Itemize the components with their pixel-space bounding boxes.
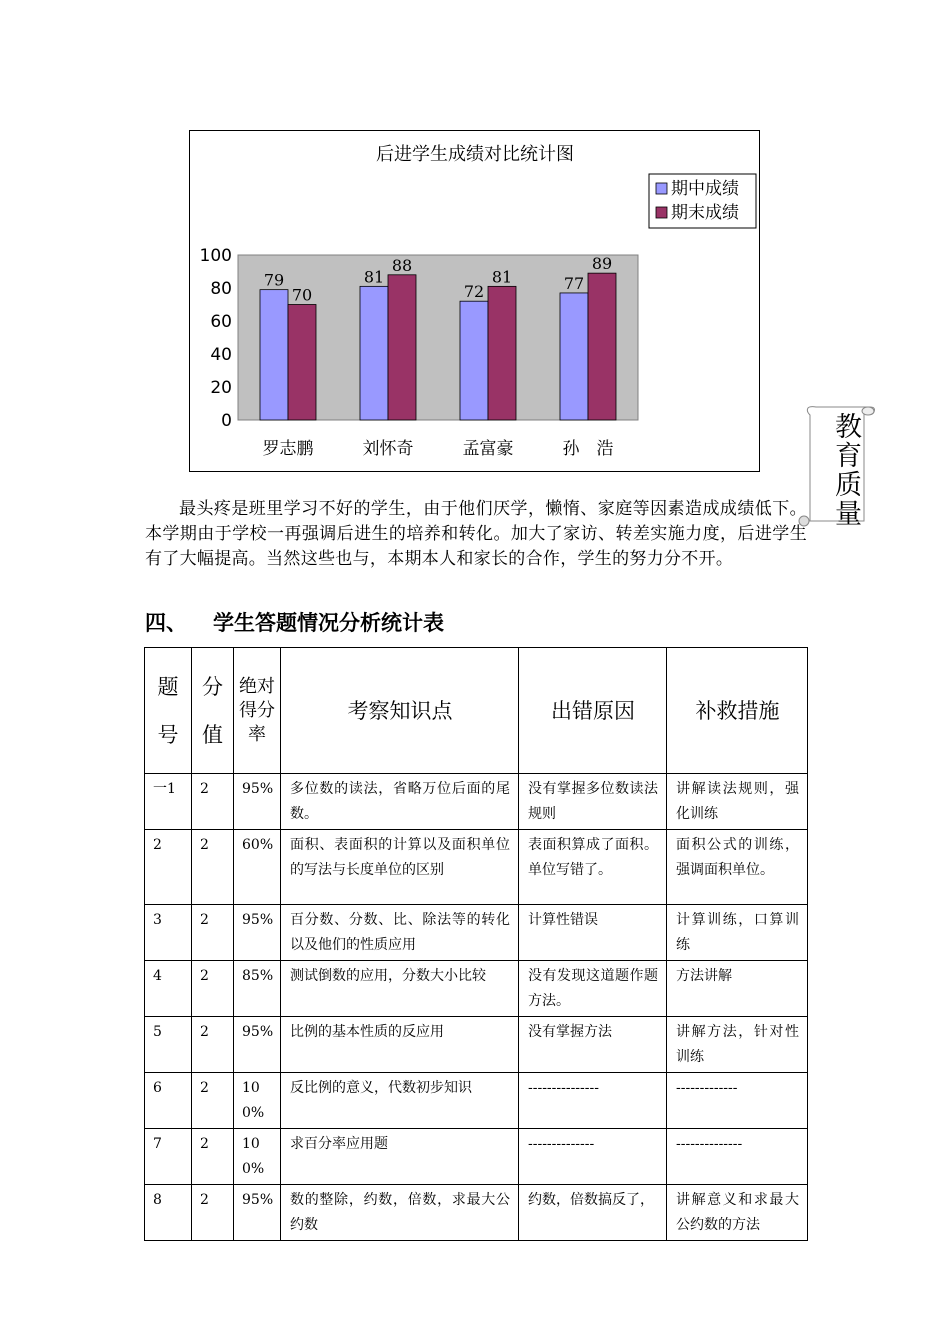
cell-error-reason: 没有掌握多位数读法规则 xyxy=(519,774,667,830)
cell-question-number: 一1 xyxy=(145,774,192,830)
y-tick-label: 60 xyxy=(210,312,232,332)
table-row xyxy=(145,1073,808,1129)
cell-score-rate: 85% xyxy=(234,961,281,1017)
cell-score-value: 2 xyxy=(192,774,234,830)
cell-score-rate: 95% xyxy=(234,1017,281,1073)
cell-score-value: 2 xyxy=(192,830,234,905)
y-tick-label: 20 xyxy=(210,378,232,398)
table-row xyxy=(145,1017,808,1073)
section-title: 学生答题情况分析统计表 xyxy=(213,611,444,635)
cell-score-rate: 100% xyxy=(234,1129,281,1185)
header-remedy: 补救措施 xyxy=(667,648,808,774)
bar xyxy=(488,286,516,420)
cell-knowledge-point: 测试倒数的应用，分数大小比较 xyxy=(281,961,519,1017)
bar-chart xyxy=(190,131,761,473)
bar xyxy=(460,301,488,420)
cell-score-rate: 95% xyxy=(234,1185,281,1241)
cell-score-value: 2 xyxy=(192,1017,234,1073)
x-tick-label: 罗志鹏 xyxy=(262,439,314,459)
header-question-number: 题 号 xyxy=(145,648,192,774)
cell-score-value: 2 xyxy=(192,905,234,961)
table-row xyxy=(145,830,808,905)
cell-score-value: 2 xyxy=(192,961,234,1017)
cell-knowledge-point: 面积、表面积的计算以及面积单位的写法与长度单位的区别 xyxy=(281,830,519,905)
data-label: 79 xyxy=(263,270,285,290)
cell-question-number: 6 xyxy=(145,1073,192,1129)
cell-knowledge-point: 求百分率应用题 xyxy=(281,1129,519,1185)
header-score-value: 分 值 xyxy=(192,648,234,774)
cell-knowledge-point: 反比例的意义，代数初步知识 xyxy=(281,1073,519,1129)
cell-question-number: 2 xyxy=(145,830,192,905)
cell-question-number: 8 xyxy=(145,1185,192,1241)
cell-remedy: 面积公式的训练，强调面积单位。 xyxy=(667,830,808,905)
cell-score-rate: 95% xyxy=(234,905,281,961)
section-heading xyxy=(145,607,444,637)
body-paragraph: 最头疼是班里学习不好的学生，由于他们厌学，懒惰、家庭等因素造成成绩低下。本学期由于学校一再强调后进生的培养和转化。加大了家访、转差实施力度，后进学生有了大幅提高。当然这些也与，本期本人和家长的合作，学生的努力分不开。 xyxy=(145,499,807,569)
y-tick-label: 0 xyxy=(221,411,232,431)
cell-score-rate: 60% xyxy=(234,830,281,905)
data-label: 81 xyxy=(363,267,385,287)
data-label: 72 xyxy=(463,282,485,302)
cell-remedy: ------------- xyxy=(667,1073,808,1129)
data-label: 70 xyxy=(291,285,313,305)
cell-score-value: 2 xyxy=(192,1073,234,1129)
table-row xyxy=(145,905,808,961)
cell-remedy: 讲解意义和求最大公约数的方法 xyxy=(667,1185,808,1241)
cell-error-reason: 计算性错误 xyxy=(519,905,667,961)
cell-error-reason: 没有发现这道题作题方法。 xyxy=(519,961,667,1017)
cell-question-number: 7 xyxy=(145,1129,192,1185)
legend-label: 期末成绩 xyxy=(671,203,739,223)
header-error-reason: 出错原因 xyxy=(519,648,667,774)
cell-question-number: 5 xyxy=(145,1017,192,1073)
cell-knowledge-point: 比例的基本性质的反应用 xyxy=(281,1017,519,1073)
bar xyxy=(588,273,616,420)
cell-score-value: 2 xyxy=(192,1129,234,1185)
table-row xyxy=(145,1129,808,1185)
cell-knowledge-point: 数的整除，约数，倍数，求最大公约数 xyxy=(281,1185,519,1241)
legend-label: 期中成绩 xyxy=(671,179,739,199)
cell-remedy: 方法讲解 xyxy=(667,961,808,1017)
cell-knowledge-point: 百分数、分数、比、除法等的转化以及他们的性质应用 xyxy=(281,905,519,961)
header-score-rate: 绝对得分率 xyxy=(234,648,281,774)
cell-question-number: 4 xyxy=(145,961,192,1017)
y-tick-label: 80 xyxy=(210,279,232,299)
cell-score-rate: 100% xyxy=(234,1073,281,1129)
bar xyxy=(388,275,416,420)
cell-remedy: 讲解读法规则，强化训练 xyxy=(667,774,808,830)
cell-knowledge-point: 多位数的读法，省略万位后面的尾数。 xyxy=(281,774,519,830)
table-row xyxy=(145,961,808,1017)
bar xyxy=(260,290,288,420)
table-row xyxy=(145,774,808,830)
cell-remedy: -------------- xyxy=(667,1129,808,1185)
chart-container xyxy=(189,130,760,472)
legend-swatch xyxy=(656,183,667,194)
y-tick-label: 40 xyxy=(210,345,232,365)
cell-error-reason: 表面积算成了面积。单位写错了。 xyxy=(519,830,667,905)
x-tick-label: 孙 浩 xyxy=(562,439,614,459)
data-label: 77 xyxy=(563,273,585,293)
cell-question-number: 3 xyxy=(145,905,192,961)
cell-error-reason: --------------- xyxy=(519,1073,667,1129)
cell-error-reason: 约数，倍数搞反了， xyxy=(519,1185,667,1241)
cell-error-reason: -------------- xyxy=(519,1129,667,1185)
cell-score-rate: 95% xyxy=(234,774,281,830)
data-label: 89 xyxy=(591,254,613,274)
bar xyxy=(360,286,388,420)
table-row xyxy=(145,1185,808,1241)
x-tick-label: 刘怀奇 xyxy=(362,439,414,459)
data-label: 88 xyxy=(391,255,413,275)
section-number: 四、 xyxy=(145,611,187,635)
cell-score-value: 2 xyxy=(192,1185,234,1241)
cell-remedy: 讲解方法，针对性训练 xyxy=(667,1017,808,1073)
legend-swatch xyxy=(656,207,667,218)
cell-error-reason: 没有掌握方法 xyxy=(519,1017,667,1073)
chart-title: 后进学生成绩对比统计图 xyxy=(376,144,574,165)
y-tick-label: 100 xyxy=(199,246,232,266)
table-body xyxy=(145,774,808,1241)
analysis-table xyxy=(144,647,808,1241)
bar xyxy=(288,305,316,421)
header-knowledge-point: 考察知识点 xyxy=(281,648,519,774)
bar xyxy=(560,293,588,420)
cell-remedy: 计算训练，口算训练 xyxy=(667,905,808,961)
x-tick-label: 孟富豪 xyxy=(462,439,514,459)
data-label: 81 xyxy=(491,267,513,287)
banner-text: 教育质量 xyxy=(830,412,861,528)
